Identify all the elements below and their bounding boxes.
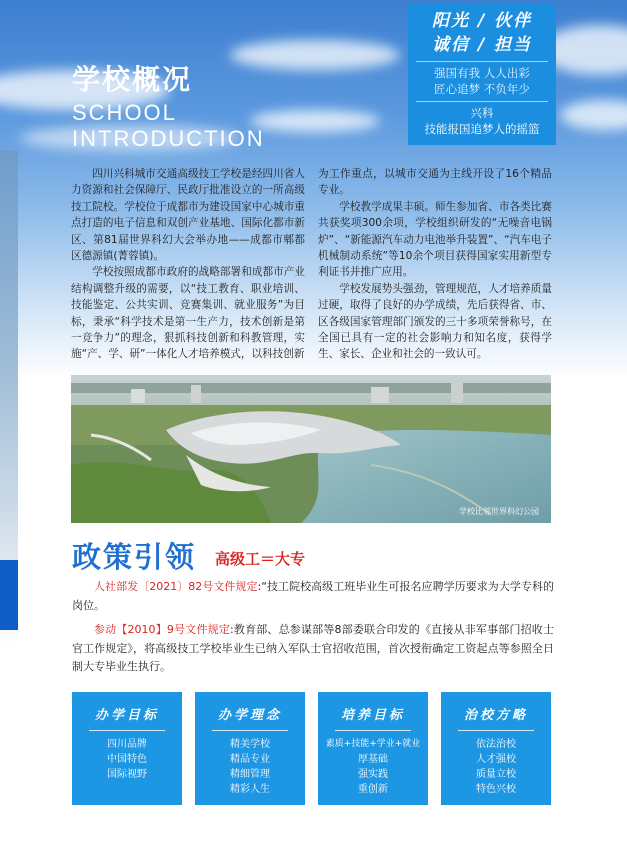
slogan-line4: 匠心追梦 不负年少 [434,82,530,96]
card-item: 精细管理 [230,769,270,780]
slogan-tagline: 技能报国追梦人的摇篮 [424,122,540,136]
photo-caption: 学校比邻世界科幻公园 [459,507,539,516]
card-item: 厚基础 [358,754,388,765]
card-item: 质量立校 [476,769,516,780]
policy-paragraph-1 [72,578,554,615]
intro-column-left [71,166,305,363]
card-school-goal [72,692,182,805]
card-item: 精彩人生 [230,784,270,795]
card-item: 人才强校 [476,754,516,765]
intro-column-right [318,166,552,363]
slogan-box [408,3,556,145]
card-item: 特色兴校 [476,784,516,795]
card-item: 精品专业 [230,754,270,765]
intro-paragraph-1: 四川兴科城市交通高级技工学校是经四川省人力资源和社会保障厅、民政厅批准设立的一所高级技工院校。学校位于成都市为建设国家中心城市重点打造的电子信息和双创产业基地、国际化都市新区、第81届世界科幻大会举办地——成都市郫都区德源镇(菁蓉镇)。 [71,168,305,263]
slogan-line3: 强国有我 人人出彩 [434,66,530,80]
card-item: 依法治校 [476,739,516,750]
intro-paragraph-2: 学校按照成都市政府的战略部署和成都市产业结构调整升级的需要，以“技工教育、职业培训、技能鉴定、公共实训、竞赛集训、就业服务”为目标，秉承“科学技术是第一生产力，技术创新是第一竞争力”的理念，狠抓科技创新和科教管理，实施“产、学、研”一体化人才培养模式，以科技创新 [71,266,305,361]
card-governance-strategy [441,692,551,805]
card-item: 素质+技能+学业+就业 [325,739,421,749]
policy-paragraph-2 [72,621,554,677]
card-school-philosophy [195,692,305,805]
card-divider [458,730,534,731]
card-item: 强实践 [358,769,388,780]
card-school-goal-heading: 办学目标 [94,708,159,723]
policy-2-text: :教育部、总参谋部等8部委联合印发的《直接从非军事部门招收士官工作规定》，将高级技工学校毕业生已纳入军队士官招收范围，首次授衔确定工资起点等参照全日制大专毕业生执行。 [72,623,554,673]
policy-section-title: 政策引领 [72,540,197,574]
slogan-divider [416,61,548,62]
intro-paragraph-4: 学校发展势头强劲，管理规范，人才培养质量过硬，取得了良好的办学成绩，先后获得省、市、区各级国家管理部门颁发的三十多项荣誉称号，在全国已具有一定的社会影响力和知名度，获得学生、家长、企业和社会的一致认可。 [318,282,552,361]
card-training-goal [318,692,428,805]
card-item: 四川品牌 [107,739,147,750]
card-divider [335,730,411,731]
card-item: 中国特色 [107,754,147,765]
card-item: 国际视野 [107,769,147,780]
policy-1-text: :“技工院校高级工班毕业生可报名应聘学历要求为大学专科的岗位。 [72,580,554,612]
slogan-motto-line2: 诚信 / 担当 [431,35,533,55]
intro-paragraph-2-cont: 为工作重点，以城市交通为主线开设了16个精品专业。 [318,168,552,197]
policy-2-document-ref: 参动【2010】9号文件规定 [94,623,230,636]
page-title-en-line2: INTRODUCTION [72,126,265,151]
page-title-en-line1: SCHOOL [72,100,177,125]
campus-aerial-photo [71,375,551,523]
card-item: 精美学校 [230,739,270,750]
card-item: 重创新 [358,784,388,795]
slogan-divider-2 [416,101,548,102]
policy-1-document-ref: 人社部发〔2021〕82号文件规定 [94,580,258,593]
page-title: 学校概况 [72,63,193,96]
card-governance-strategy-heading: 治校方略 [463,708,528,723]
card-divider [89,730,165,731]
card-divider [212,730,288,731]
slogan-motto-line1: 阳光 / 伙伴 [431,11,533,31]
policy-section-subtitle: 高级工＝大专 [215,550,306,568]
intro-paragraph-3: 学校教学成果丰硕。师生参加省、市各类比赛共获奖项300余项，学校组织研发的“无噪音电锅炉”、“新能源汽车动力电池举升装置”、“汽车电子机械制动系统”等10余个项目获得国家实用新型专利证书并推广应用。 [318,200,552,279]
card-training-goal-heading: 培养目标 [340,708,405,723]
slogan-school-name: 兴科 [470,106,494,120]
left-edge-accent [0,560,18,630]
card-school-philosophy-heading: 办学理念 [217,708,282,723]
aerial-illustration [71,375,551,523]
